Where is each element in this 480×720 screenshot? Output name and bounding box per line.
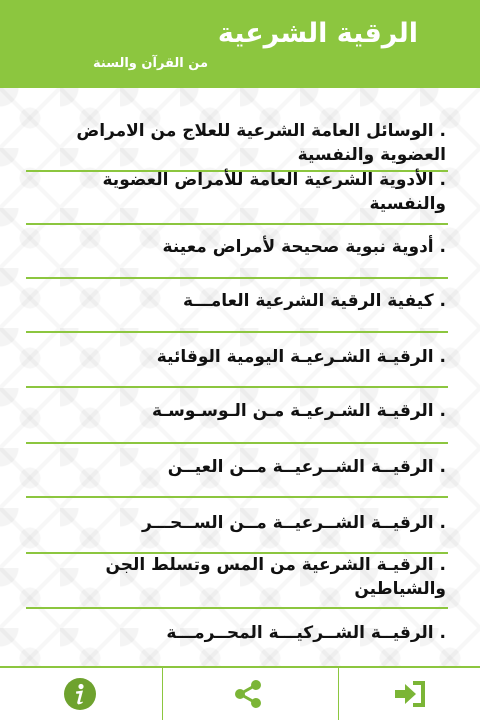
menu-area xyxy=(0,88,480,666)
menu-item-label: . كيفية الرقية الشرعية العامـــة xyxy=(182,291,446,311)
info-button[interactable] xyxy=(0,668,160,720)
exit-button[interactable] xyxy=(340,668,480,720)
menu-item-label: . الرقيــة الشــرعيــة مــن العيــن xyxy=(167,457,446,477)
menu-divider xyxy=(26,496,448,498)
menu-divider xyxy=(26,277,448,279)
share-button[interactable] xyxy=(168,668,328,720)
menu-item-label: . الرقيــة الشــرعيــة مــن الســحـــر xyxy=(142,513,446,533)
menu-item-general-medicines[interactable] xyxy=(26,170,446,214)
share-icon xyxy=(232,678,264,710)
menu-item-waswasa-ruqyah[interactable] xyxy=(26,397,446,425)
menu-item-label: . أدوية نبوية صحيحة لأمراض معينة xyxy=(162,237,446,257)
menu-item-label: . الرقيـة الشـرعيـة اليومية الوقائية xyxy=(156,347,446,367)
toolbar-separator xyxy=(338,668,339,720)
menu-item-magic-ruqyah[interactable] xyxy=(26,509,446,537)
menu-item-label: . الأدوية الشرعية العامة للأمراض العضوية والنفسية xyxy=(102,170,446,214)
menu-item-general-means[interactable] xyxy=(26,116,446,170)
menu-item-evil-eye-ruqyah[interactable] xyxy=(26,453,446,481)
menu-divider xyxy=(26,442,448,444)
toolbar-separator xyxy=(162,668,163,720)
app-title: الرقية الشرعية xyxy=(217,18,418,49)
menu-divider xyxy=(26,607,448,609)
menu-divider xyxy=(26,223,448,225)
menu-item-label: . الرقيــة الشــركيـــة المحــرمـــة xyxy=(166,623,446,643)
app-subtitle: من القرآن والسنة xyxy=(93,56,208,71)
bottom-toolbar xyxy=(0,666,480,720)
menu-item-prophetic-medicines[interactable] xyxy=(26,233,446,261)
menu-item-general-ruqyah[interactable] xyxy=(26,287,446,315)
info-icon xyxy=(63,677,97,711)
menu-divider xyxy=(26,331,448,333)
menu-divider xyxy=(26,386,448,388)
app-header xyxy=(0,0,480,88)
menu-item-label: . الرقيـة الشـرعيـة مـن الـوسـوسـة xyxy=(151,401,446,421)
menu-item-label: . الوسائل العامة الشرعية للعلاج من الامراض العضوية والنفسية xyxy=(76,121,446,165)
menu-item-forbidden-ruqyah[interactable] xyxy=(26,619,446,647)
menu-item-daily-ruqyah[interactable] xyxy=(26,343,446,371)
exit-icon xyxy=(393,679,427,709)
menu-item-jinn-ruqyah[interactable] xyxy=(26,555,446,599)
menu-item-label: . الرقيـة الشرعية من المس وتسلط الجن والشياطين xyxy=(105,555,446,599)
